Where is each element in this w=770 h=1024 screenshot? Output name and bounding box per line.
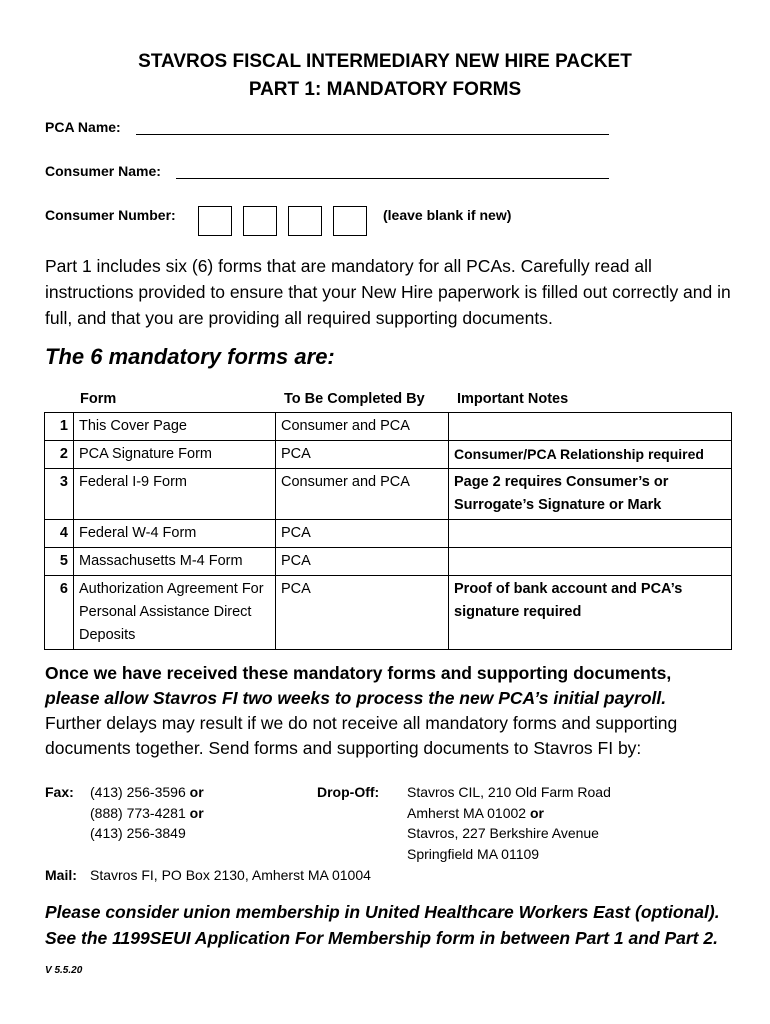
fax-number: (413) 256-3596 or [90,784,204,800]
row-number: 4 [45,520,74,548]
intro-paragraph: Part 1 includes six (6) forms that are mandatory for all PCAs. Carefully read all instructions provided to ensure that your New Hire paperwork is filled out correctly and in full, and that you are providing all required supporting documents. [45,256,731,328]
row-note [449,520,732,548]
fax-number: (888) 773-4281 or [90,804,204,821]
row-form: Authorization Agreement For Personal Assistance Direct Deposits [74,576,276,650]
row-form: Massachusetts M-4 Form [74,548,276,576]
row-completed-by: PCA [276,520,449,548]
dropoff-line: Springfield MA 01109 [407,845,540,862]
processing-plain-sentence: Further delays may result if we do not receive all mandatory forms and supporting documents together. Send forms and supporting documents to Stavros FI by: [45,713,678,758]
fax-label: Fax: [45,784,74,800]
row-form: This Cover Page [74,413,276,441]
row-completed-by: PCA [276,576,449,650]
pca-name-label: PCA Name: [45,119,121,135]
processing-paragraph [45,661,735,761]
fax-number: (413) 256-3849 [90,825,186,841]
table-row [45,469,732,520]
dropoff-line: Stavros CIL, 210 Old Farm Road [407,784,611,800]
row-completed-by: Consumer and PCA [276,413,449,441]
row-note [449,548,732,576]
dropoff-line: Amherst MA 01002 or [407,804,544,821]
union-note-line1: Please consider union membership in United Healthcare Workers East (optional). [45,902,720,922]
consumer-number-box[interactable] [288,206,322,236]
fax-list [90,782,204,844]
mandatory-forms-table [44,412,732,650]
consumer-number-box[interactable] [198,206,232,236]
table-row [45,520,732,548]
table-header-notes: Important Notes [457,391,569,407]
dropoff-list [407,782,611,864]
consumer-name-label: Consumer Name: [45,163,161,179]
page-title: STAVROS FISCAL INTERMEDIARY NEW HIRE PACKET [138,51,632,72]
row-number: 6 [45,576,74,650]
union-note-line2: See the 1199SEUI Application For Membership form in between Part 1 and Part 2. [45,928,718,948]
row-number: 5 [45,548,74,576]
pca-name-field[interactable] [136,134,609,135]
processing-bold-sentence: Once we have received these mandatory forms and supporting documents, [45,663,672,683]
table-header-form: Form [80,391,117,407]
table-header-completed-by: To Be Completed By [284,391,425,407]
consumer-number-note: (leave blank if new) [383,207,512,223]
dropoff-line: Stavros, 227 Berkshire Avenue [407,825,599,841]
version-label: V 5.5.20 [45,965,83,976]
section-heading: The 6 mandatory forms are: [45,344,335,369]
consumer-number-box[interactable] [243,206,277,236]
consumer-number-box[interactable] [333,206,367,236]
mail-label: Mail: [45,867,77,883]
mail-address: Stavros FI, PO Box 2130, Amherst MA 01004 [90,867,371,883]
row-form: PCA Signature Form [74,441,276,469]
row-completed-by: Consumer and PCA [276,469,449,520]
table-row [45,441,732,469]
dropoff-label: Drop-Off: [317,784,380,800]
page-subtitle: PART 1: MANDATORY FORMS [248,79,522,100]
table-row [45,548,732,576]
row-note: Page 2 requires Consumer’s or Surrogate’s Signature or Mark [449,469,732,520]
row-note [449,413,732,441]
row-note: Proof of bank account and PCA’s signature required [449,576,732,650]
row-note: Consumer/PCA Relationship required [449,441,732,469]
row-number: 3 [45,469,74,520]
consumer-number-label: Consumer Number: [45,207,176,223]
table-row [45,413,732,441]
table-row [45,576,732,650]
row-form: Federal W-4 Form [74,520,276,548]
row-number: 2 [45,441,74,469]
consumer-name-field[interactable] [176,178,609,179]
processing-italic-sentence: please allow Stavros FI two weeks to process the new PCA’s initial payroll. [45,688,667,708]
row-completed-by: PCA [276,548,449,576]
row-form: Federal I-9 Form [74,469,276,520]
row-completed-by: PCA [276,441,449,469]
row-number: 1 [45,413,74,441]
